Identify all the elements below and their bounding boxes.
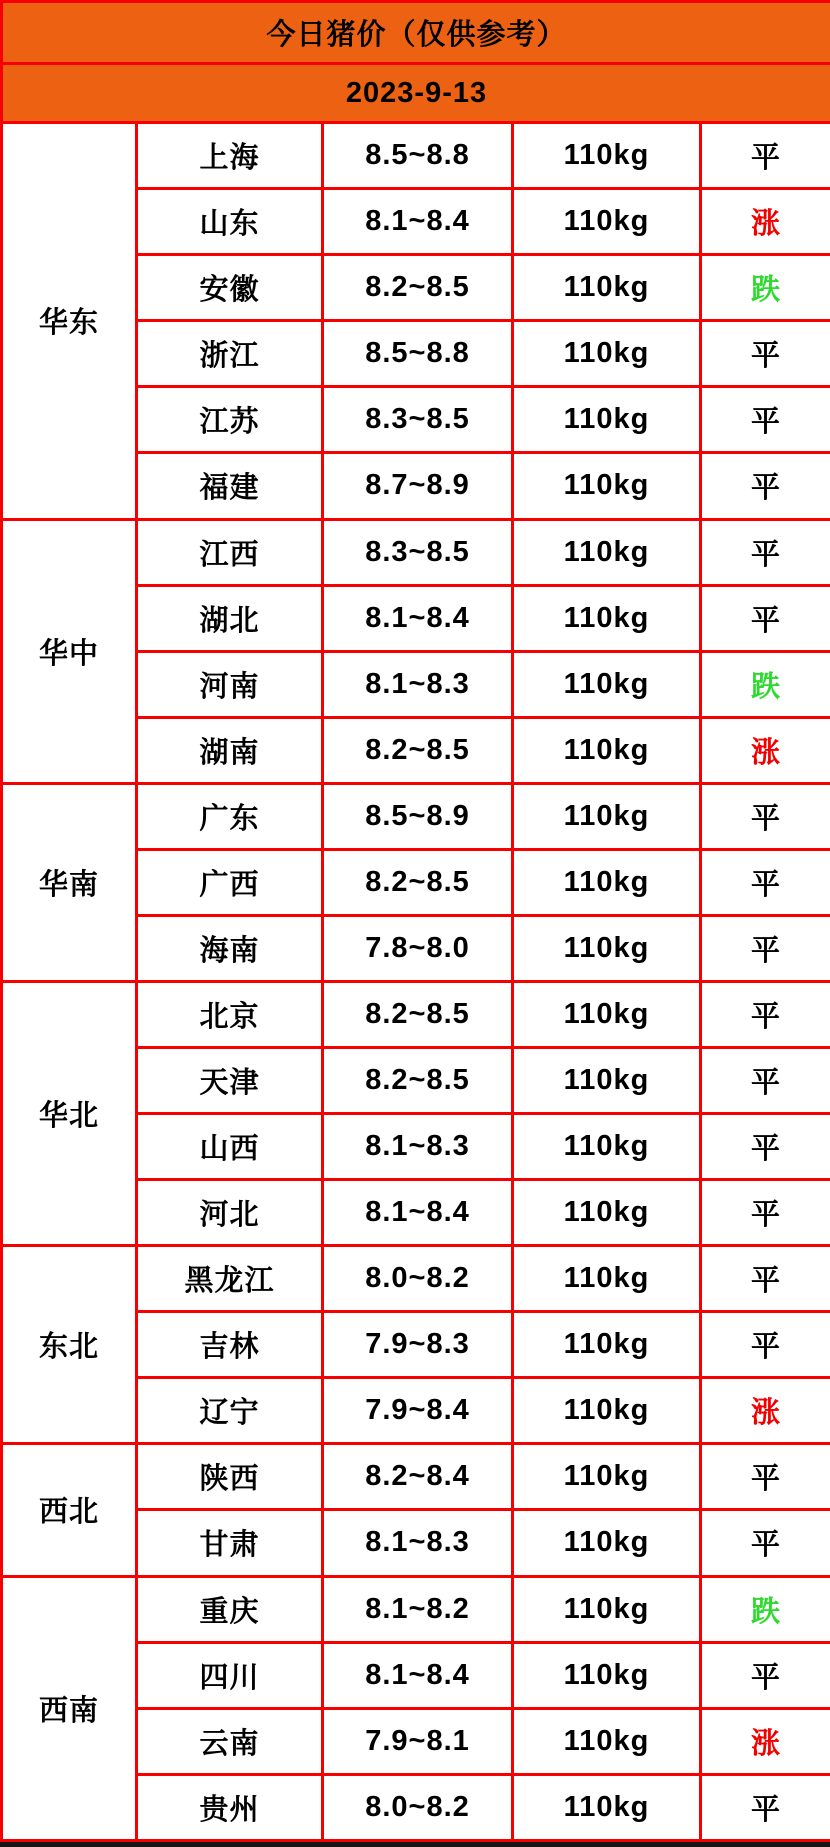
region-cell: 华东 bbox=[2, 123, 137, 519]
weight-cell: 110kg bbox=[513, 981, 701, 1047]
price-cell: 8.2~8.5 bbox=[323, 1048, 513, 1114]
weight-cell: 110kg bbox=[513, 453, 701, 519]
weight-cell: 110kg bbox=[513, 1444, 701, 1510]
price-cell: 8.5~8.9 bbox=[323, 783, 513, 849]
trend-cell: 平 bbox=[701, 321, 830, 387]
region-cell: 西北 bbox=[2, 1444, 137, 1576]
province-cell: 山东 bbox=[137, 189, 323, 255]
trend-cell: 平 bbox=[701, 1246, 830, 1312]
weight-cell: 110kg bbox=[513, 387, 701, 453]
trend-cell: 平 bbox=[701, 981, 830, 1047]
trend-cell: 平 bbox=[701, 1774, 830, 1840]
price-cell: 8.0~8.2 bbox=[323, 1774, 513, 1840]
weight-cell: 110kg bbox=[513, 321, 701, 387]
price-cell: 7.8~8.0 bbox=[323, 915, 513, 981]
page-title: 今日猪价（仅供参考） bbox=[2, 2, 830, 64]
price-cell: 8.2~8.4 bbox=[323, 1444, 513, 1510]
region-cell: 华北 bbox=[2, 981, 137, 1245]
trend-cell: 跌 bbox=[701, 1576, 830, 1642]
price-cell: 8.2~8.5 bbox=[323, 717, 513, 783]
province-cell: 吉林 bbox=[137, 1312, 323, 1378]
weight-cell: 110kg bbox=[513, 585, 701, 651]
weight-cell: 110kg bbox=[513, 1774, 701, 1840]
price-cell: 8.1~8.3 bbox=[323, 1114, 513, 1180]
trend-cell: 平 bbox=[701, 519, 830, 585]
province-cell: 湖南 bbox=[137, 717, 323, 783]
weight-cell: 110kg bbox=[513, 717, 701, 783]
trend-cell: 跌 bbox=[701, 651, 830, 717]
weight-cell: 110kg bbox=[513, 1180, 701, 1246]
province-cell: 河南 bbox=[137, 651, 323, 717]
trend-cell: 平 bbox=[701, 1510, 830, 1576]
region-cell: 华南 bbox=[2, 783, 137, 981]
trend-cell: 平 bbox=[701, 1444, 830, 1510]
province-cell: 广东 bbox=[137, 783, 323, 849]
table-row bbox=[2, 1444, 830, 1510]
province-cell: 四川 bbox=[137, 1642, 323, 1708]
weight-cell: 110kg bbox=[513, 1510, 701, 1576]
weight-cell: 110kg bbox=[513, 1246, 701, 1312]
province-cell: 山西 bbox=[137, 1114, 323, 1180]
weight-cell: 110kg bbox=[513, 1378, 701, 1444]
trend-cell: 平 bbox=[701, 849, 830, 915]
province-cell: 江苏 bbox=[137, 387, 323, 453]
province-cell: 河北 bbox=[137, 1180, 323, 1246]
table-row bbox=[2, 783, 830, 849]
province-cell: 重庆 bbox=[137, 1576, 323, 1642]
price-cell: 8.5~8.8 bbox=[323, 123, 513, 189]
region-cell: 华中 bbox=[2, 519, 137, 783]
trend-cell: 涨 bbox=[701, 189, 830, 255]
weight-cell: 110kg bbox=[513, 1642, 701, 1708]
price-cell: 7.9~8.3 bbox=[323, 1312, 513, 1378]
table-row bbox=[2, 1576, 830, 1642]
price-cell: 8.5~8.8 bbox=[323, 321, 513, 387]
region-cell: 西南 bbox=[2, 1576, 137, 1841]
price-cell: 7.9~8.4 bbox=[323, 1378, 513, 1444]
weight-cell: 110kg bbox=[513, 1114, 701, 1180]
price-cell: 8.7~8.9 bbox=[323, 453, 513, 519]
province-cell: 陕西 bbox=[137, 1444, 323, 1510]
trend-cell: 平 bbox=[701, 1312, 830, 1378]
weight-cell: 110kg bbox=[513, 1312, 701, 1378]
weight-cell: 110kg bbox=[513, 849, 701, 915]
province-cell: 云南 bbox=[137, 1708, 323, 1774]
trend-cell: 涨 bbox=[701, 1378, 830, 1444]
price-cell: 8.3~8.5 bbox=[323, 519, 513, 585]
weight-cell: 110kg bbox=[513, 783, 701, 849]
province-cell: 贵州 bbox=[137, 1774, 323, 1840]
price-cell: 8.2~8.5 bbox=[323, 981, 513, 1047]
weight-cell: 110kg bbox=[513, 651, 701, 717]
price-cell: 8.1~8.4 bbox=[323, 585, 513, 651]
trend-cell: 平 bbox=[701, 123, 830, 189]
province-cell: 上海 bbox=[137, 123, 323, 189]
province-cell: 辽宁 bbox=[137, 1378, 323, 1444]
province-cell: 海南 bbox=[137, 915, 323, 981]
province-cell: 江西 bbox=[137, 519, 323, 585]
region-cell: 东北 bbox=[2, 1246, 137, 1444]
date-row bbox=[2, 64, 830, 123]
date-label: 2023-9-13 bbox=[2, 64, 830, 123]
price-cell: 8.1~8.4 bbox=[323, 1642, 513, 1708]
trend-cell: 平 bbox=[701, 915, 830, 981]
price-cell: 8.0~8.2 bbox=[323, 1246, 513, 1312]
trend-cell: 平 bbox=[701, 453, 830, 519]
trend-cell: 平 bbox=[701, 1048, 830, 1114]
weight-cell: 110kg bbox=[513, 1708, 701, 1774]
table-row bbox=[2, 981, 830, 1047]
weight-cell: 110kg bbox=[513, 915, 701, 981]
price-cell: 8.1~8.2 bbox=[323, 1576, 513, 1642]
province-cell: 福建 bbox=[137, 453, 323, 519]
trend-cell: 涨 bbox=[701, 1708, 830, 1774]
weight-cell: 110kg bbox=[513, 519, 701, 585]
price-cell: 8.1~8.4 bbox=[323, 189, 513, 255]
province-cell: 黑龙江 bbox=[137, 1246, 323, 1312]
trend-cell: 涨 bbox=[701, 717, 830, 783]
price-cell: 8.3~8.5 bbox=[323, 387, 513, 453]
weight-cell: 110kg bbox=[513, 255, 701, 321]
province-cell: 湖北 bbox=[137, 585, 323, 651]
province-cell: 甘肃 bbox=[137, 1510, 323, 1576]
province-cell: 浙江 bbox=[137, 321, 323, 387]
price-cell: 8.1~8.4 bbox=[323, 1180, 513, 1246]
table-row bbox=[2, 519, 830, 585]
table-row bbox=[2, 123, 830, 189]
province-cell: 天津 bbox=[137, 1048, 323, 1114]
province-cell: 广西 bbox=[137, 849, 323, 915]
province-cell: 北京 bbox=[137, 981, 323, 1047]
trend-cell: 平 bbox=[701, 585, 830, 651]
price-cell: 8.2~8.5 bbox=[323, 255, 513, 321]
trend-cell: 平 bbox=[701, 1642, 830, 1708]
price-cell: 8.1~8.3 bbox=[323, 1510, 513, 1576]
table-body bbox=[2, 2, 830, 1841]
weight-cell: 110kg bbox=[513, 189, 701, 255]
table-row bbox=[2, 1246, 830, 1312]
weight-cell: 110kg bbox=[513, 1048, 701, 1114]
weight-cell: 110kg bbox=[513, 123, 701, 189]
trend-cell: 平 bbox=[701, 1180, 830, 1246]
price-cell: 8.1~8.3 bbox=[323, 651, 513, 717]
trend-cell: 跌 bbox=[701, 255, 830, 321]
trend-cell: 平 bbox=[701, 387, 830, 453]
price-cell: 8.2~8.5 bbox=[323, 849, 513, 915]
price-cell: 7.9~8.1 bbox=[323, 1708, 513, 1774]
trend-cell: 平 bbox=[701, 1114, 830, 1180]
weight-cell: 110kg bbox=[513, 1576, 701, 1642]
title-row bbox=[2, 2, 830, 64]
trend-cell: 平 bbox=[701, 783, 830, 849]
province-cell: 安徽 bbox=[137, 255, 323, 321]
